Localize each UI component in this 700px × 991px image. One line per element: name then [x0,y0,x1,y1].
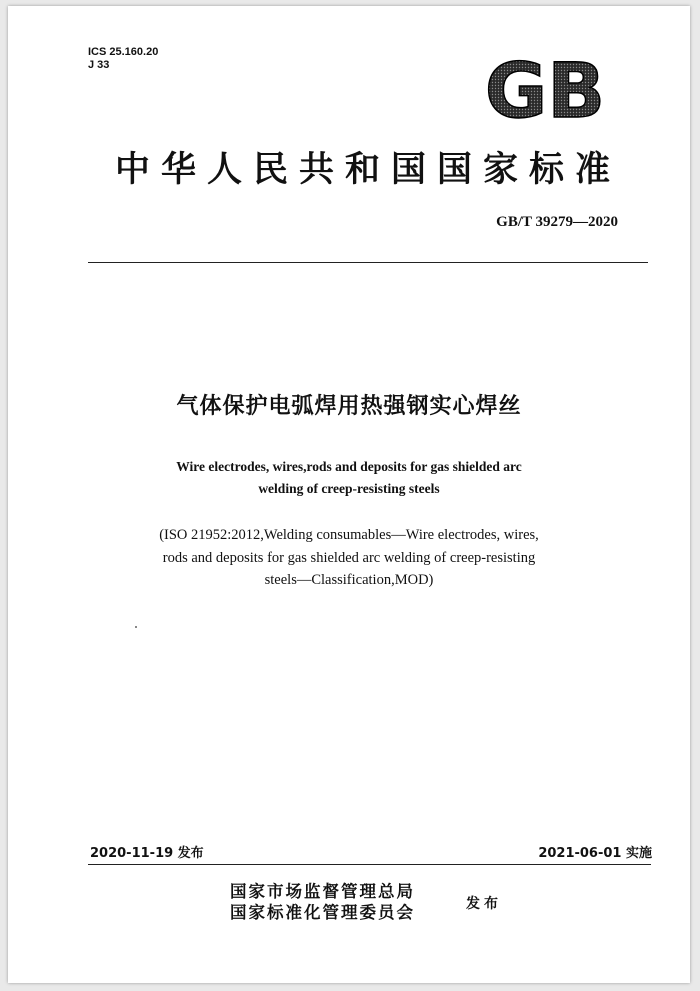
iso-reference-line: rods and deposits for gas shielded arc welding of creep-resisting [162,549,536,566]
issuer-name: 国家标准化管理委员会 [230,903,415,922]
ics-code: ICS 25.160.20 [88,46,159,58]
english-title-line: welding of creep-resisting steels [258,481,440,496]
footer-divider [88,864,651,865]
gb-logo-icon [470,54,620,128]
iso-reference-line: steels—Classification,MOD) [264,572,434,588]
issuer-name: 国家市场监督管理总局 [230,882,415,901]
english-title-line: Wire electrodes, wires,rods and deposits for gas shielded arc [176,459,522,474]
issuing-authorities [230,881,415,923]
standard-category-title: 中华人民共和国国家标准 [114,149,621,190]
iso-reference [8,524,690,592]
issue-label: 发布 [466,896,502,912]
gb-logo-text: GB [484,54,606,128]
standard-cover-page [8,6,690,983]
standard-number: GB/T 39279—2020 [496,214,618,230]
header-divider [88,262,648,263]
document-title-english [8,456,690,500]
implementation-date: 2021-06-01 实施 [538,846,652,861]
document-title-chinese: 气体保护电弧焊用热强钢实心焊丝 [176,394,522,419]
iso-reference-line: (ISO 21952:2012,Welding consumables—Wire electrodes, wires, [159,527,539,543]
issue-date: 2020-11-19 发布 [90,846,204,861]
stray-mark [135,626,137,628]
classification-codes [88,46,158,72]
ccs-code: J 33 [88,59,110,71]
